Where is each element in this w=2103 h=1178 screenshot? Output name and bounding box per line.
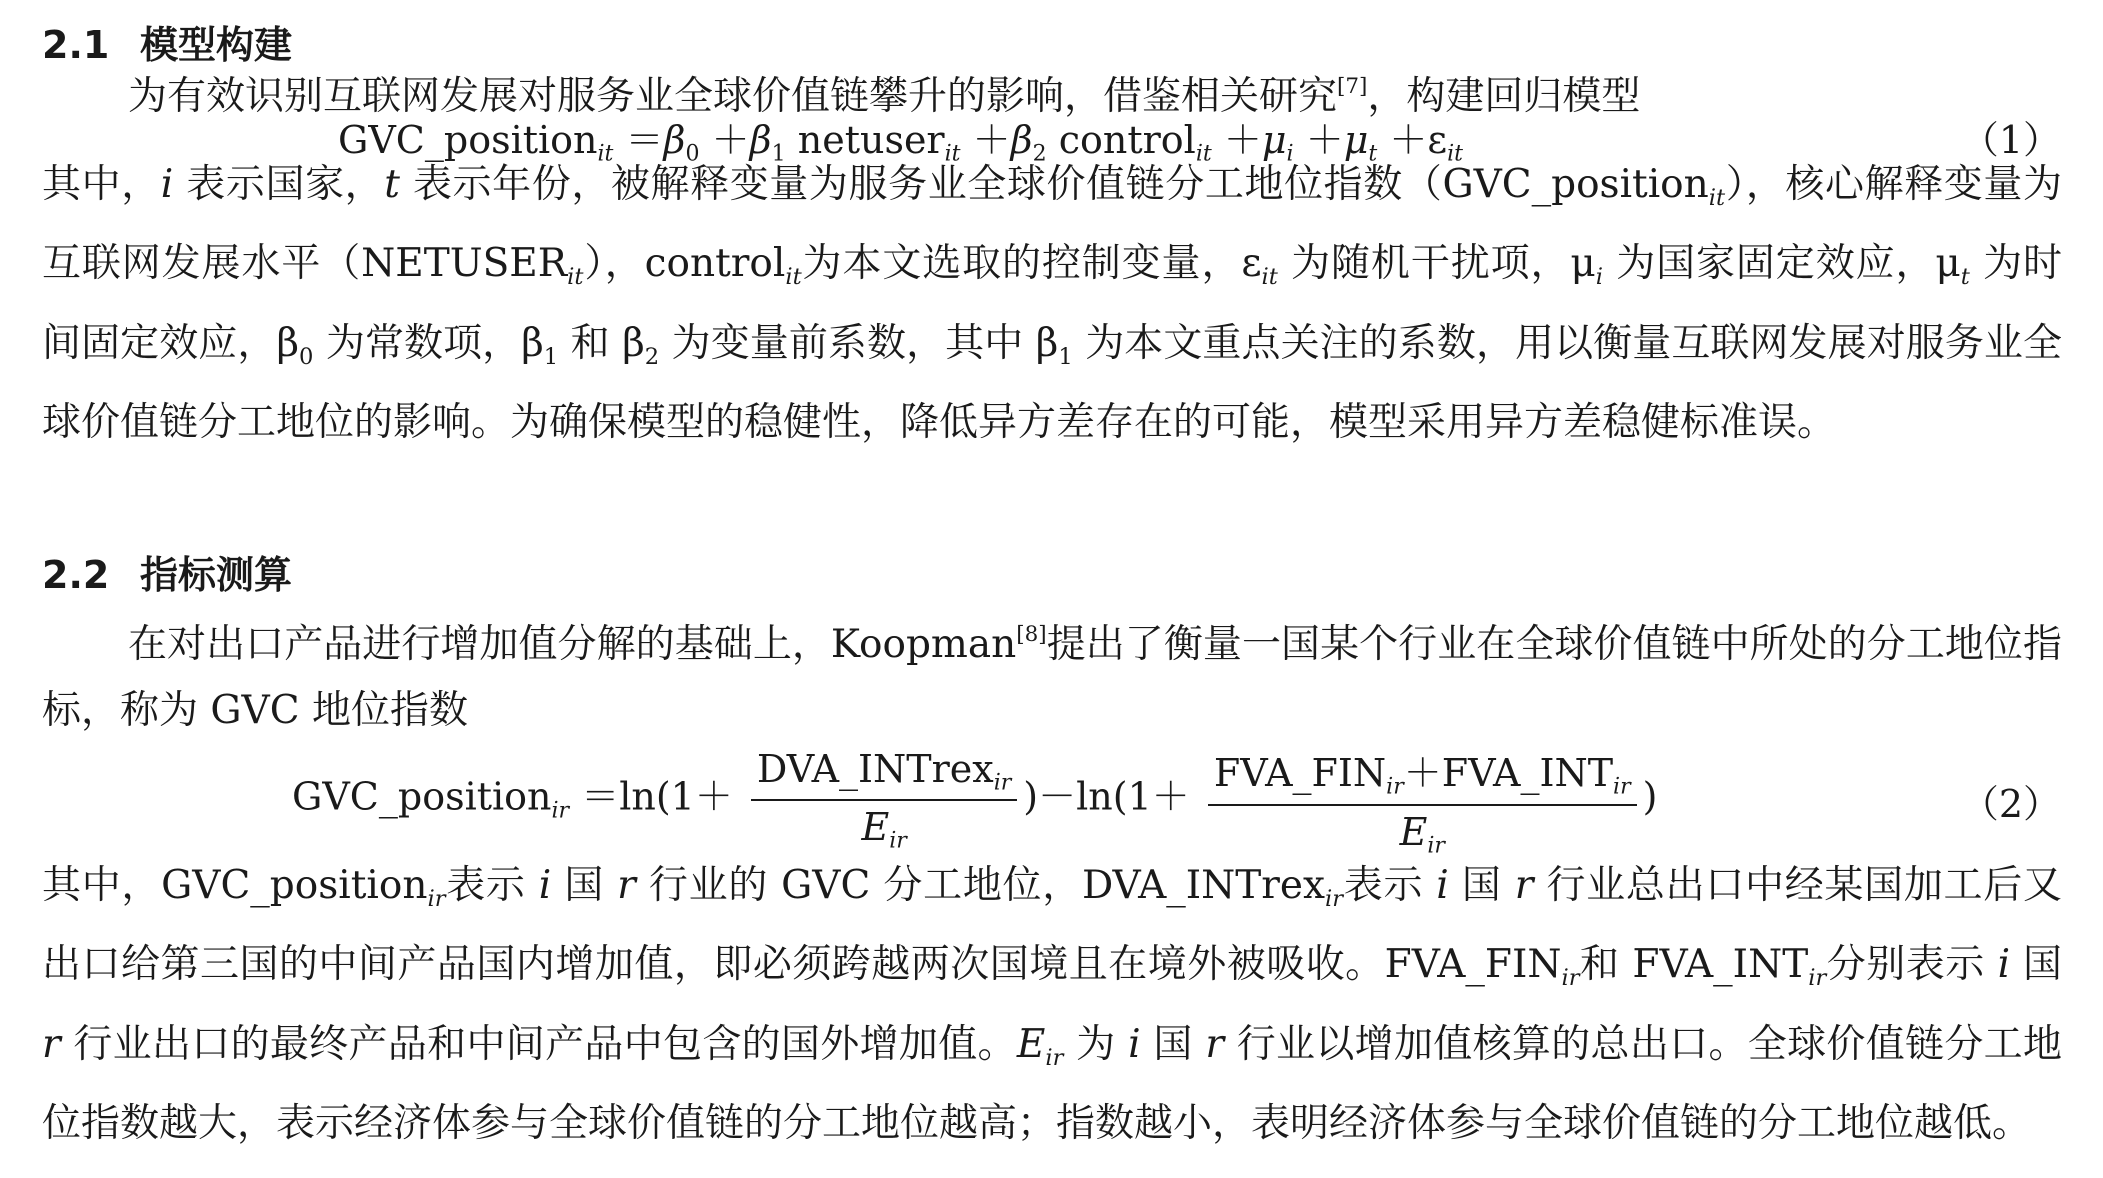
paragraph-model-explanation <box>42 152 2062 456</box>
text-run: i <box>1997 942 2011 988</box>
paragraph-text <box>42 602 2062 743</box>
text-run: 表示 <box>1343 863 1437 908</box>
text-run: μ <box>1343 118 1369 162</box>
subscript: ir <box>551 798 570 824</box>
text-run: 在对出口产品进行增加值分解的基础上，Koopman <box>128 622 1017 668</box>
text-run: 其中，GVC_position <box>42 863 428 908</box>
text-run: 国 <box>551 863 618 908</box>
subscript: 0 <box>685 141 700 167</box>
text-run: ＋ <box>972 118 1011 162</box>
text-run: 其中， <box>42 162 161 207</box>
text-run: netuser <box>797 118 945 162</box>
subscript: it <box>567 264 584 291</box>
subscript: ir <box>1561 965 1580 992</box>
subscript: 0 <box>299 343 314 370</box>
text-run: 和 β <box>558 320 645 366</box>
text-run: 提出了衡量一国某个行业在全球价值链中所处的分工地位指标，称为 GVC 地位指数 <box>42 622 2062 733</box>
section-number: 2.1 <box>42 23 110 67</box>
paragraph-text <box>42 853 2062 1157</box>
text-run: 行业的 GVC 分工地位，DVA_INTrex <box>635 863 1325 908</box>
section-heading-2-2 <box>42 544 292 599</box>
subscript: it <box>1261 264 1278 291</box>
text-run: ) <box>1642 774 1658 819</box>
text-run: r <box>1514 863 1534 908</box>
equation-number-2: （2） <box>1960 782 2061 826</box>
subscript: ir <box>427 885 446 912</box>
text-run: ＋ <box>1223 118 1262 162</box>
text-run: ＝ <box>625 118 664 162</box>
text-run: 国 <box>2010 942 2062 988</box>
text-run: 表示年份，被解释变量为服务业全球价值链分工地位指数（GVC_position <box>399 162 1709 207</box>
subscript: t <box>1368 141 1378 167</box>
text-run: r <box>1205 1021 1225 1067</box>
text-run: 为变量前系数，其中 β <box>659 320 1059 366</box>
text-run: 为本文重点关注的系数，用以衡量互联网发展对服务业全球价值链分工地位的影响。为确保模型的稳健性，降低异方差存在的可能，模型采用异方差稳健标准误。 <box>42 320 2062 446</box>
subscript: t <box>1960 264 1970 291</box>
text-run: i <box>160 162 174 207</box>
fraction <box>751 747 1017 854</box>
text-run: FVA_FIN <box>1213 751 1387 795</box>
equation-number-1: （1） <box>1960 118 2061 162</box>
subscript: 1 <box>1058 343 1073 370</box>
text-run: E <box>861 805 890 850</box>
text-run: ＋ <box>1389 118 1428 162</box>
subscript: 2 <box>1032 141 1047 167</box>
subscript: ir <box>1045 1044 1064 1071</box>
text-run: β <box>749 118 772 162</box>
text-run: 表示国家， <box>173 162 385 207</box>
text-run: 为时间固定效应，β <box>42 241 2062 366</box>
text-run: 为常数项，β <box>313 320 544 366</box>
subscript: it <box>597 141 614 167</box>
text-run: GVC_position <box>338 118 598 162</box>
citation: [8] <box>1016 622 1047 647</box>
paragraph-text <box>42 152 2062 456</box>
subscript: ir <box>889 828 907 854</box>
subscript: it <box>944 141 961 167</box>
text-run: )－ln(1＋ <box>1023 774 1190 819</box>
equation-2 <box>292 742 1657 858</box>
text-run: ε <box>1427 118 1448 162</box>
subscript: it <box>1195 141 1212 167</box>
text-run: 和 FVA_INT <box>1579 942 1809 988</box>
section-number: 2.2 <box>42 553 110 597</box>
subscript: 1 <box>543 343 559 370</box>
text-run: r <box>617 863 636 908</box>
text-run: 行业总出口中经某国加工后又出口给第三国的中间产品国内增加值，即必须跨越两次国境且在境外被吸收。FVA_FIN <box>42 863 2062 988</box>
text-run: ，构建回归模型 <box>1367 74 1641 120</box>
text-run: 为国家固定效应，μ <box>1602 241 1961 287</box>
subscript: ir <box>993 770 1012 796</box>
text-run: E <box>1399 809 1428 854</box>
text-run: 国 <box>1140 1021 1206 1067</box>
subscript: 1 <box>771 141 786 167</box>
section-title: 指标测算 <box>140 553 293 597</box>
text-run: β <box>663 118 686 162</box>
paragraph-indicator-explanation <box>42 853 2062 1157</box>
text-run: r <box>42 1021 61 1067</box>
citation: [7] <box>1337 74 1368 99</box>
subscript: 2 <box>644 343 660 370</box>
text-run: 行业出口的最终产品和中间产品中包含的国外增加值。 <box>60 1021 1017 1067</box>
text-run: ＋ <box>1305 118 1344 162</box>
text-run: i <box>1436 863 1449 908</box>
subscript: it <box>785 264 802 291</box>
text-run: DVA_INTrex <box>756 746 994 791</box>
subscript: ir <box>1427 833 1445 859</box>
text-run: ＋ <box>1403 751 1442 795</box>
subscript: ir <box>1808 965 1827 992</box>
text-run: ），核心解释变量为互联网发展水平（NETUSER <box>42 162 2062 287</box>
fraction <box>1208 742 1637 858</box>
text-run: 国 <box>1448 863 1515 908</box>
text-run: 分别表示 <box>1826 942 1998 988</box>
text-run: t <box>384 162 400 207</box>
text-run: control <box>1058 118 1196 162</box>
subscript: it <box>1708 184 1726 211</box>
text-run: i <box>1128 1021 1141 1067</box>
subscript: ir <box>1325 885 1344 912</box>
text-run: i <box>538 863 552 908</box>
section-title: 模型构建 <box>140 23 293 67</box>
text-run: 为随机干扰项，μ <box>1277 241 1596 287</box>
text-run: ），control <box>583 241 786 287</box>
subscript: it <box>1447 141 1463 167</box>
text-run: 为有效识别互联网发展对服务业全球价值链攀升的影响，借鉴相关研究 <box>128 74 1338 120</box>
text-run: ＝ln(1＋ <box>581 774 733 819</box>
text-run: E <box>1016 1021 1046 1067</box>
text-run: GVC_position <box>292 774 552 819</box>
text-run: ＋ <box>711 118 750 162</box>
paragraph-indicator <box>42 602 2062 743</box>
text-run: β <box>1010 118 1033 162</box>
text-run: 为本文选取的控制变量，ε <box>801 241 1262 287</box>
text-run: 行业以增加值核算的总出口。全球价值链分工地位指数越大，表示经济体参与全球价值链的分工地位越高；指数越小，表明经济体参与全球价值链的分工地位越低。 <box>42 1021 2062 1147</box>
subscript: ir <box>1386 774 1404 800</box>
text-run: 为 <box>1063 1021 1129 1067</box>
subscript: i <box>1286 141 1294 167</box>
subscript: ir <box>1613 774 1631 800</box>
text-run: μ <box>1261 118 1287 162</box>
text-run: 表示 <box>445 863 539 908</box>
subscript: i <box>1595 264 1603 291</box>
text-run: FVA_INT <box>1441 751 1614 795</box>
